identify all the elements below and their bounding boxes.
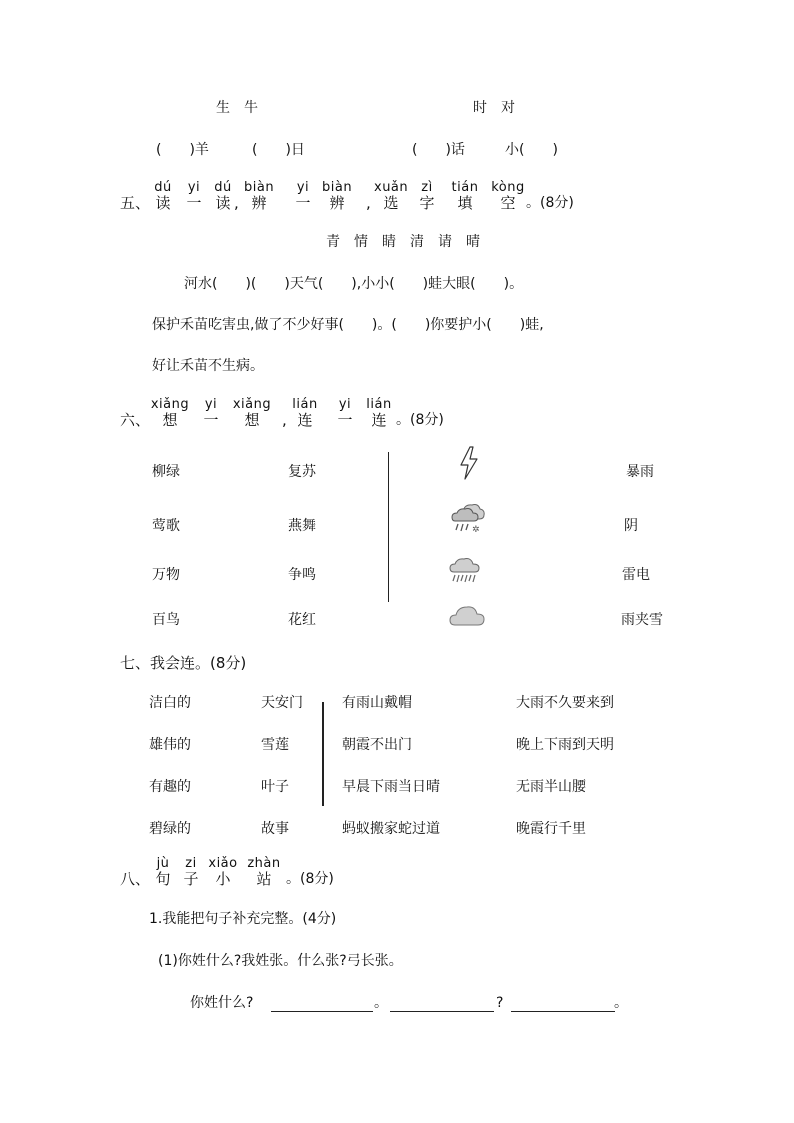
match-item: 有趣的 xyxy=(149,779,191,795)
match-item: 雪莲 xyxy=(261,737,289,753)
ruby-char: zhàn 站 xyxy=(247,856,281,888)
proverb-item: 有雨山戴帽 xyxy=(342,695,412,711)
punct: 。 xyxy=(374,995,388,1011)
section-5-score: 。(8分) xyxy=(526,195,574,211)
match-left-item: 莺歌 xyxy=(152,518,180,534)
question-1: 1.我能把句子补充完整。(4分) xyxy=(149,911,337,927)
word-pair-shi-dui: 时 对 xyxy=(473,100,515,116)
ruby-char: yi 一 xyxy=(203,397,219,429)
sleet-icon xyxy=(449,501,487,535)
answer-blank[interactable] xyxy=(271,1011,373,1012)
fill-prompt: 你姓什么? xyxy=(190,995,254,1011)
char-options: 青 情 睛 清 请 晴 xyxy=(326,234,480,250)
proverb-item: 大雨不久要来到 xyxy=(516,695,614,711)
ruby-char: zi 子 xyxy=(183,856,199,888)
ruby-char: lián 连 xyxy=(292,397,318,429)
svg-text:✲: ✲ xyxy=(472,525,480,535)
ruby-char: kòng 空 xyxy=(491,180,525,212)
section-8-score: 。(8分) xyxy=(286,871,334,887)
answer-blank[interactable] xyxy=(511,1011,615,1012)
proverb-item: 朝霞不出门 xyxy=(342,737,412,753)
ruby-char: tián 填 xyxy=(451,180,479,212)
divider-line xyxy=(322,702,324,806)
ruby-char: yi 一 xyxy=(295,180,311,212)
ruby-char: biàn 辨 xyxy=(322,180,353,212)
blank-ri: ( )日 xyxy=(252,142,305,158)
match-mid-item: 复苏 xyxy=(288,464,316,480)
section-6-number: 六、 xyxy=(120,411,151,429)
divider-line xyxy=(388,452,389,602)
cloud-icon xyxy=(448,603,486,627)
punct: 。 xyxy=(614,995,628,1011)
match-right-item: 雨夹雪 xyxy=(621,612,663,628)
ruby-char: lián 连 xyxy=(366,397,392,429)
match-left-item: 柳绿 xyxy=(152,464,180,480)
match-left-item: 百鸟 xyxy=(152,612,180,628)
proverb-item: 早晨下雨当日晴 xyxy=(342,779,440,795)
match-item: 故事 xyxy=(261,821,289,837)
match-item: 碧绿的 xyxy=(149,821,191,837)
word-pair-sheng-niu: 生 牛 xyxy=(216,100,258,116)
rain-icon xyxy=(448,556,482,586)
ruby-char: yi 一 xyxy=(337,397,353,429)
fill-line-1: 河水( )( )天气( ),小小( )蛙大眼( )。 xyxy=(184,276,524,292)
blank-yang: ( )羊 xyxy=(156,142,209,158)
match-right-item: 雷电 xyxy=(622,567,650,583)
comma: , xyxy=(282,411,287,429)
ruby-char: xiǎng 想 xyxy=(232,397,272,429)
ruby-char: dú 读 xyxy=(214,180,232,212)
proverb-item: 晚上下雨到天明 xyxy=(516,737,614,753)
comma: , xyxy=(234,194,239,212)
section-8-number: 八、 xyxy=(120,870,151,888)
match-item: 雄伟的 xyxy=(149,737,191,753)
comma: , xyxy=(366,194,371,212)
ruby-char: zì 字 xyxy=(419,180,435,212)
section-6-score: 。(8分) xyxy=(396,412,444,428)
match-item: 天安门 xyxy=(261,695,303,711)
section-7-title: 七、我会连。(8分) xyxy=(120,654,247,672)
fill-line-3: 好让禾苗不生病。 xyxy=(152,358,264,374)
section-5-number: 五、 xyxy=(120,194,151,212)
ruby-char: jù 句 xyxy=(155,856,171,888)
match-item: 叶子 xyxy=(261,779,289,795)
proverb-item: 蚂蚁搬家蛇过道 xyxy=(342,821,440,837)
proverb-item: 晚霞行千里 xyxy=(516,821,586,837)
answer-blank[interactable] xyxy=(390,1011,494,1012)
match-left-item: 万物 xyxy=(152,567,180,583)
ruby-char: xiǎo 小 xyxy=(208,856,238,888)
proverb-item: 无雨半山腰 xyxy=(516,779,586,795)
ruby-char: yi 一 xyxy=(186,180,202,212)
match-item: 洁白的 xyxy=(149,695,191,711)
match-mid-item: 燕舞 xyxy=(288,518,316,534)
blank-hua: ( )话 xyxy=(412,142,465,158)
match-right-item: 阴 xyxy=(624,518,638,534)
punct: ? xyxy=(496,995,504,1011)
blank-xiao: 小( ) xyxy=(505,142,558,158)
match-mid-item: 花红 xyxy=(288,612,316,628)
ruby-char: xiǎng 想 xyxy=(150,397,190,429)
fill-line-2: 保护禾苗吃害虫,做了不少好事( )。( )你要护小( )蛙, xyxy=(152,317,544,333)
ruby-char: dú 读 xyxy=(154,180,172,212)
match-mid-item: 争鸣 xyxy=(288,567,316,583)
ruby-char: xuǎn 选 xyxy=(374,180,409,212)
lightning-icon xyxy=(458,446,480,480)
match-right-item: 暴雨 xyxy=(626,464,654,480)
ruby-char: biàn 辨 xyxy=(244,180,275,212)
question-1-1: (1)你姓什么?我姓张。什么张?弓长张。 xyxy=(158,953,403,969)
